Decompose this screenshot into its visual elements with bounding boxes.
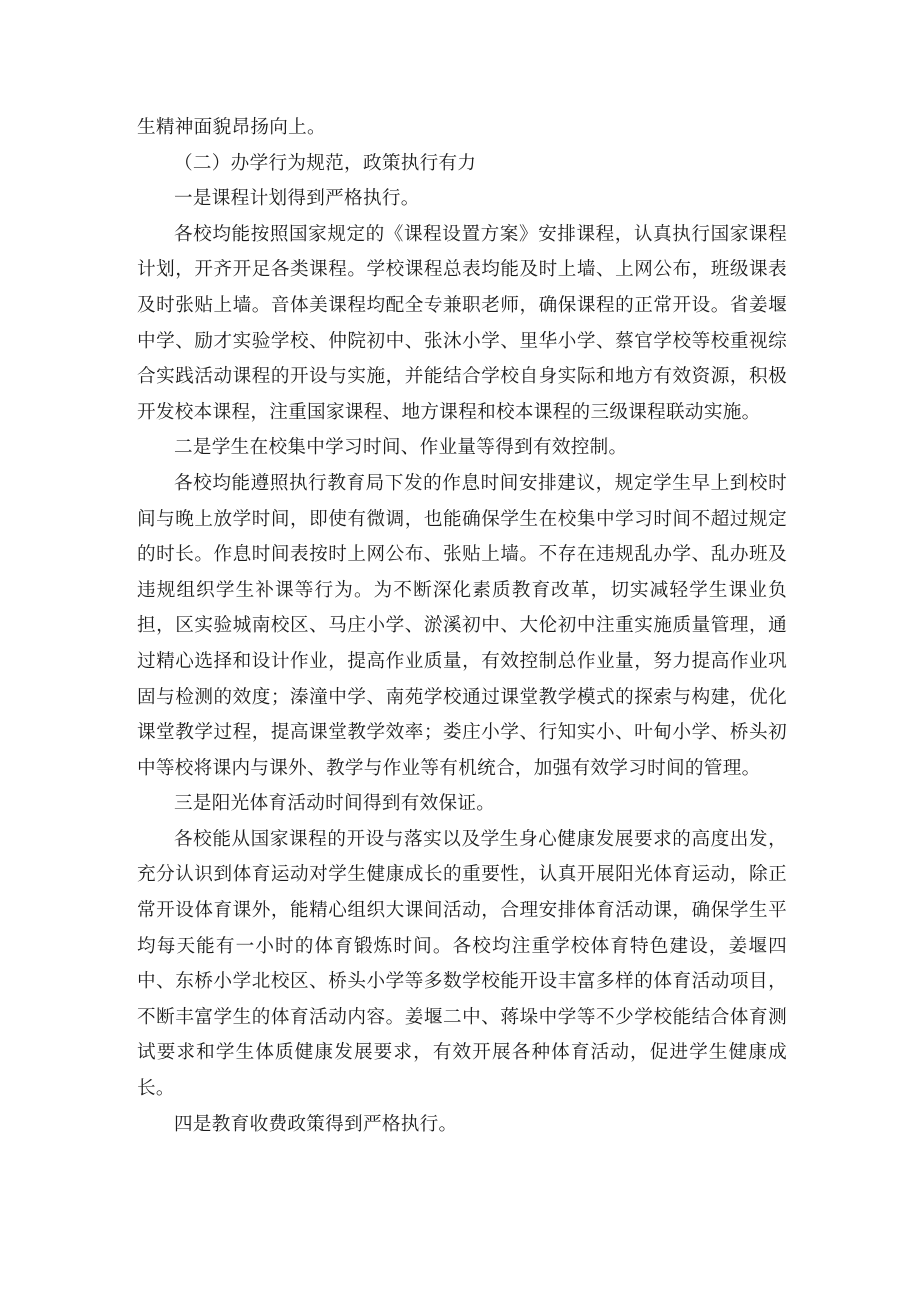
paragraph-curriculum: 各校均能按照国家规定的《课程设置方案》安排课程，认真执行国家课程计划，开齐开足各类课程。学校课程总表均能及时上墙、上网公布，班级课表及时张贴上墙。音体美课程均配全专兼职老师，确保课程的正常开设。省姜堰中学、励才实验学校、仲院初中、张沐小学、里华小学、蔡官学校等校重视综合实践活动课程的开设与实施，并能结合学校自身实际和地方有效资源，积极开发校本课程，注重国家课程、地方课程和校本课程的三级课程联动实施。 <box>137 223 787 423</box>
subheading-curriculum: 一是课程计划得到严格执行。 <box>174 188 420 210</box>
subheading-study-time: 二是学生在校集中学习时间、作业量等得到有效控制。 <box>174 437 628 459</box>
paragraph-sports: 各校能从国家课程的开设与落实以及学生身心健康发展要求的高度出发，充分认识到体育运动对学生健康成长的重要性，认真开展阳光体育运动，除正常开设体育课外，能精心组织大课间活动，合理安排体育活动课，确保学生平均每天能有一小时的体育锻炼时间。各校均注重学校体育特色建设，姜堰四中、东桥小学北校区、桥头小学等多数学校能开设丰富多样的体育活动项目，不断丰富学生的体育活动内容。姜堰二中、蒋垛中学等不少学校能结合体育测试要求和学生体质健康发展要求，有效开展各种体育活动，促进学生健康成长。 <box>137 828 787 1100</box>
section-heading: （二）办学行为规范，政策执行有力 <box>174 152 477 174</box>
subheading-sports: 三是阳光体育活动时间得到有效保证。 <box>174 793 496 815</box>
paragraph-continuation: 生精神面貌昂扬向上。 <box>137 117 326 138</box>
subheading-fees: 四是教育收费政策得到严格执行。 <box>174 1113 458 1135</box>
document-body <box>137 110 787 1142</box>
paragraph-study-time: 各校均能遵照执行教育局下发的作息时间安排建议，规定学生早上到校时间与晚上放学时间，即使有微调，也能确保学生在校集中学习时间不超过规定的时长。作息时间表按时上网公布、张贴上墙。不存在违规乱办学、乱办班及违规组织学生补课等行为。为不断深化素质教育改革，切实减轻学生课业负担，区实验城南校区、马庄小学、淤溪初中、大伦初中注重实施质量管理，通过精心选择和设计作业，提高作业质量，有效控制总作业量，努力提高作业巩固与检测的效度；溱潼中学、南苑学校通过课堂教学模式的探索与构建，优化课堂教学过程，提高课堂教学效率；娄庄小学、行知实小、叶甸小学、桥头初中等校将课内与课外、教学与作业等有机统合，加强有效学习时间的管理。 <box>137 472 787 779</box>
